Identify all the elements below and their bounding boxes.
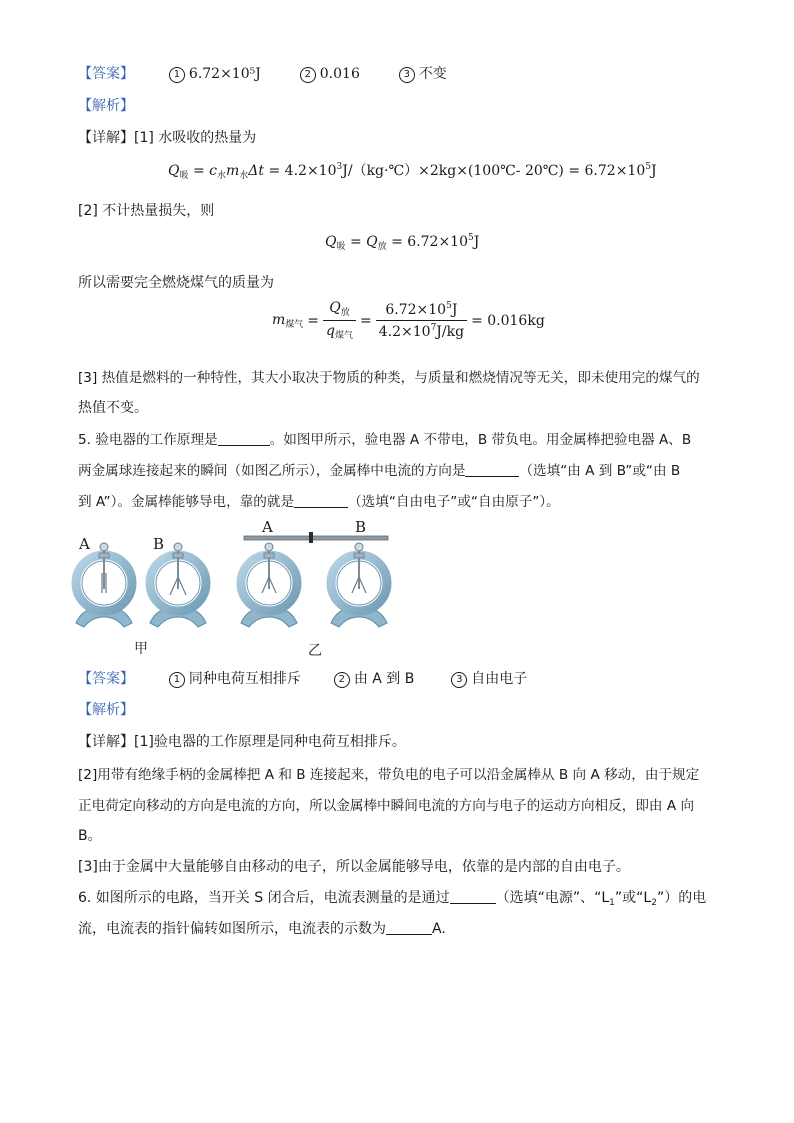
q6-subscript: 2 bbox=[651, 898, 657, 908]
q4-detail-text-1: [1] 水吸收的热量为 bbox=[134, 130, 257, 146]
eq-term: = 4.2×10 bbox=[268, 163, 337, 179]
electroscope-a-uncharged bbox=[76, 543, 132, 627]
q6-text: ”）的电 bbox=[656, 890, 707, 906]
q6-text: （选填“电源”、“L bbox=[495, 890, 610, 906]
eq-fraction-1 bbox=[323, 300, 356, 341]
eq-term: J bbox=[473, 234, 480, 250]
eq-term: J bbox=[451, 302, 458, 318]
eq-symbol: Q bbox=[329, 300, 341, 316]
q5-text: （选填“自由电子”或“自由原子”）。 bbox=[348, 494, 560, 510]
q5-detail-line-3: 正电荷定向移动的方向是电流的方向，所以金属棒中瞬间电流的方向与电子的运动方向相反，即由 A 向 bbox=[78, 798, 695, 814]
q5-text: 到 A”）。金属棒能够导电，靠的就是 bbox=[78, 494, 295, 510]
detail-tag: 【详解】 bbox=[78, 130, 134, 146]
figure-label-b: B bbox=[355, 518, 367, 536]
eq-symbol: Δt bbox=[248, 163, 265, 179]
q5-text: 两金属球连接起来的瞬间（如图乙所示），金属棒中电流的方向是 bbox=[78, 463, 466, 479]
answer-number-1: 1 bbox=[169, 672, 185, 688]
eq-fraction-2 bbox=[376, 301, 467, 340]
q4-equation-3: $m_{煤气}$ = $\frac{Q_放}{q_{煤气}}$ = $\frac{6.72\times 10^5J}{4.2\times 10^7J/kg}$ = 0.016kg bbox=[272, 300, 545, 341]
eq-superscript: 7 bbox=[430, 323, 437, 333]
q4-answer-3: 不变 bbox=[418, 66, 447, 82]
q4-detail-line-1 bbox=[78, 127, 256, 147]
figure-caption-yi: 乙 bbox=[308, 643, 322, 659]
figure-caption-jia: 甲 bbox=[134, 641, 148, 657]
eq-subscript: 水 bbox=[216, 171, 226, 181]
q4-equation-2: $Q_吸 = Q_放 = 6.72\times 10^5J$ bbox=[325, 233, 480, 252]
q4-answer-1: 6.72×10⁵J bbox=[188, 66, 261, 82]
eq-superscript: 5 bbox=[446, 301, 452, 311]
detail-tag: 【详解】 bbox=[78, 734, 134, 750]
eq-subscript: 吸 bbox=[336, 242, 346, 252]
electroscope-a-connected bbox=[241, 543, 297, 627]
metal-rod bbox=[244, 536, 388, 540]
eq-symbol: Q bbox=[366, 234, 378, 250]
q6-text: A. bbox=[432, 921, 446, 937]
electroscope-figure bbox=[60, 515, 420, 660]
q5-detail-line-5: [3]由于金属中大量能够自由移动的电子，所以金属能够导电，依靠的是内部的自由电子。 bbox=[78, 859, 630, 875]
q4-analysis-tag: 【解析】 bbox=[78, 98, 134, 114]
q5-question-line-3 bbox=[78, 490, 560, 510]
eq-symbol: c bbox=[209, 163, 217, 179]
electroscope-b-charged bbox=[150, 543, 206, 627]
eq-subscript: 放 bbox=[377, 242, 387, 252]
eq-term: J/kg bbox=[436, 324, 465, 340]
eq-symbol: m bbox=[272, 311, 286, 328]
eq-symbol: m bbox=[226, 163, 240, 179]
q4-detail-line-3: 所以需要完全燃烧煤气的质量为 bbox=[78, 275, 274, 291]
eq-term: 4.2×10 bbox=[378, 324, 431, 340]
q5-answer-2: 由 A 到 B bbox=[353, 671, 415, 687]
eq-superscript: 3 bbox=[336, 162, 343, 172]
answer-number-1: 1 bbox=[169, 67, 185, 83]
answer-number-2: 2 bbox=[334, 672, 350, 688]
answer-tag: 【答案】 bbox=[78, 66, 134, 82]
q6-text: 流，电流表的指针偏转如图所示，电流表的示数为 bbox=[78, 921, 386, 937]
eq-term: J/（kg·℃）×2kg×(100℃- 20℃) = 6.72×10 bbox=[342, 163, 646, 179]
answer-blank[interactable] bbox=[450, 889, 496, 904]
q5-analysis-tag: 【解析】 bbox=[78, 702, 134, 718]
answer-blank[interactable] bbox=[218, 431, 270, 446]
eq-term: J bbox=[650, 163, 657, 179]
q5-text: 5. 验电器的工作原理是 bbox=[78, 432, 218, 448]
q5-text: （选填“由 A 到 B”或“由 B bbox=[519, 463, 681, 479]
eq-term: 6.72×10 bbox=[385, 302, 447, 318]
q5-detail-line-1 bbox=[78, 731, 406, 751]
q5-answer-1: 同种电荷互相排斥 bbox=[188, 671, 301, 687]
eq-subscript: 水 bbox=[239, 171, 249, 181]
answer-number-3: 3 bbox=[399, 67, 415, 83]
q6-text: 6. 如图所示的电路，当开关 S 闭合后，电流表测量的是通过 bbox=[78, 890, 450, 906]
q5-text: 。如图甲所示，验电器 A 不带电，B 带负电。用金属棒把验电器 A、B bbox=[269, 432, 692, 448]
answer-tag: 【答案】 bbox=[78, 671, 134, 687]
q6-question-line-2 bbox=[78, 918, 446, 938]
eq-subscript: 吸 bbox=[179, 171, 189, 181]
q5-answer-3: 自由电子 bbox=[471, 671, 528, 687]
figure-label-a: A bbox=[79, 535, 90, 553]
eq-subscript: 煤气 bbox=[285, 319, 304, 330]
insulating-handle bbox=[309, 532, 313, 543]
q5-detail-line-2: [2]用带有绝缘手柄的金属棒把 A 和 B 连接起来，带负电的电子可以沿金属棒从 B 向 A 移动，由于规定 bbox=[78, 767, 700, 783]
q4-detail-line-4: [3] 热值是燃料的一种特性，其大小取决于物质的种类，与质量和燃烧情况等无关，即未使用完的煤气的 bbox=[78, 370, 700, 386]
q6-question-line-1 bbox=[78, 887, 706, 908]
q4-detail-line-5: 热值不变。 bbox=[78, 400, 148, 416]
q5-detail-line-4: B。 bbox=[78, 828, 102, 844]
q6-text: ”或“L bbox=[614, 890, 652, 906]
eq-superscript: 5 bbox=[645, 162, 651, 172]
q5-question-line-1 bbox=[78, 428, 691, 448]
eq-subscript: 煤气 bbox=[335, 331, 354, 341]
answer-number-3: 3 bbox=[451, 672, 467, 688]
q4-answer-2: 0.016 bbox=[319, 66, 360, 82]
eq-term: = 6.72×10 bbox=[391, 234, 468, 250]
eq-symbol: Q bbox=[325, 234, 337, 250]
q5-question-line-2 bbox=[78, 459, 680, 479]
figure-label-a: A bbox=[262, 518, 273, 536]
q4-equation-1: $Q_吸 = c_水m_水\Delta t$ = $4.2\times 10^3J/(kg\cdot℃)\times 2kg\times(100℃-$ 20℃) = $6.72\times 10^5J$ bbox=[168, 162, 657, 181]
figure-label-b: B bbox=[153, 535, 165, 553]
q5-detail-text-1: [1]验电器的工作原理是同种电荷互相排斥。 bbox=[134, 734, 406, 750]
electroscope-b-connected bbox=[331, 543, 387, 627]
eq-symbol: q bbox=[326, 323, 335, 339]
q4-answer-line bbox=[78, 63, 447, 83]
eq-term: = 0.016kg bbox=[471, 312, 545, 329]
answer-blank[interactable] bbox=[294, 493, 348, 508]
answer-blank[interactable] bbox=[386, 920, 432, 935]
q4-detail-line-2: [2] 不计热量损失，则 bbox=[78, 203, 215, 219]
eq-symbol: Q bbox=[168, 163, 180, 179]
answer-number-2: 2 bbox=[300, 67, 316, 83]
eq-subscript: 放 bbox=[340, 308, 350, 318]
q5-answer-line bbox=[78, 668, 527, 688]
answer-blank[interactable] bbox=[465, 462, 519, 477]
eq-superscript: 5 bbox=[468, 233, 474, 243]
q6-subscript: 1 bbox=[609, 898, 615, 908]
